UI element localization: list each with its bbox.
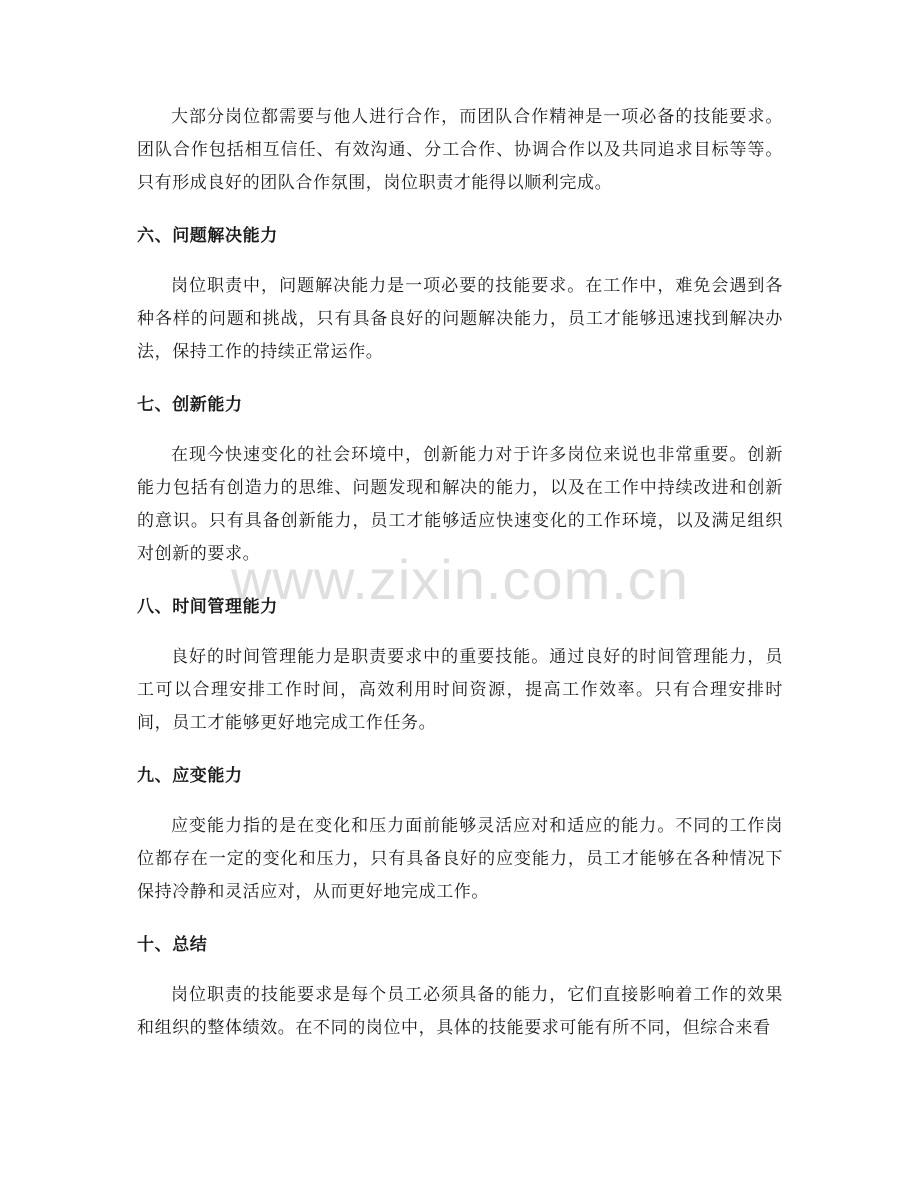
paragraph-time-management: 良好的时间管理能力是职责要求中的重要技能。通过良好的时间管理能力，员工可以合理安排工作时间，高效利用时间资源，提高工作效率。只有合理安排时间，员工才能够更好地完成工作任务。 [137, 647, 783, 733]
heading-summary: 十、总结 [137, 935, 208, 955]
paragraph-innovation: 在现今快速变化的社会环境中，创新能力对于许多岗位来说也非常重要。创新能力包括有创造力的思维、问题发现和解决的能力，以及在工作中持续改进和创新的意识。只有具备创新能力，员工才能够适应快速变化的工作环境，以及满足组织对创新的要求。 [137, 445, 783, 564]
paragraph-summary: 岗位职责的技能要求是每个员工必须具备的能力，它们直接影响着工作的效果和组织的整体绩效。在不同的岗位中，具体的技能要求可能有所不同，但综合来看 [137, 985, 783, 1038]
heading-adaptability: 九、应变能力 [137, 766, 243, 786]
paragraph-teamwork: 大部分岗位都需要与他人进行合作，而团队合作精神是一项必备的技能要求。团队合作包括相互信任、有效沟通、分工合作、协调合作以及共同追求目标等等。只有形成良好的团队合作氛围，岗位职责才能得以顺利完成。 [137, 107, 783, 193]
paragraph-adaptability: 应变能力指的是在变化和压力面前能够灵活应对和适应的能力。不同的工作岗位都存在一定的变化和压力，只有具备良好的应变能力，员工才能够在各种情况下保持冷静和灵活应对，从而更好地完成工作。 [137, 816, 783, 902]
watermark: www.zixin.com.cn [231, 548, 689, 611]
paragraph-problem-solving: 岗位职责中，问题解决能力是一项必要的技能要求。在工作中，难免会遇到各种各样的问题和挑战，只有具备良好的问题解决能力，员工才能够迅速找到解决办法，保持工作的持续正常运作。 [137, 276, 783, 362]
document-body [137, 101, 783, 1045]
heading-innovation: 七、创新能力 [137, 395, 243, 415]
heading-problem-solving: 六、问题解决能力 [137, 226, 278, 246]
heading-time-management: 八、时间管理能力 [137, 597, 278, 617]
